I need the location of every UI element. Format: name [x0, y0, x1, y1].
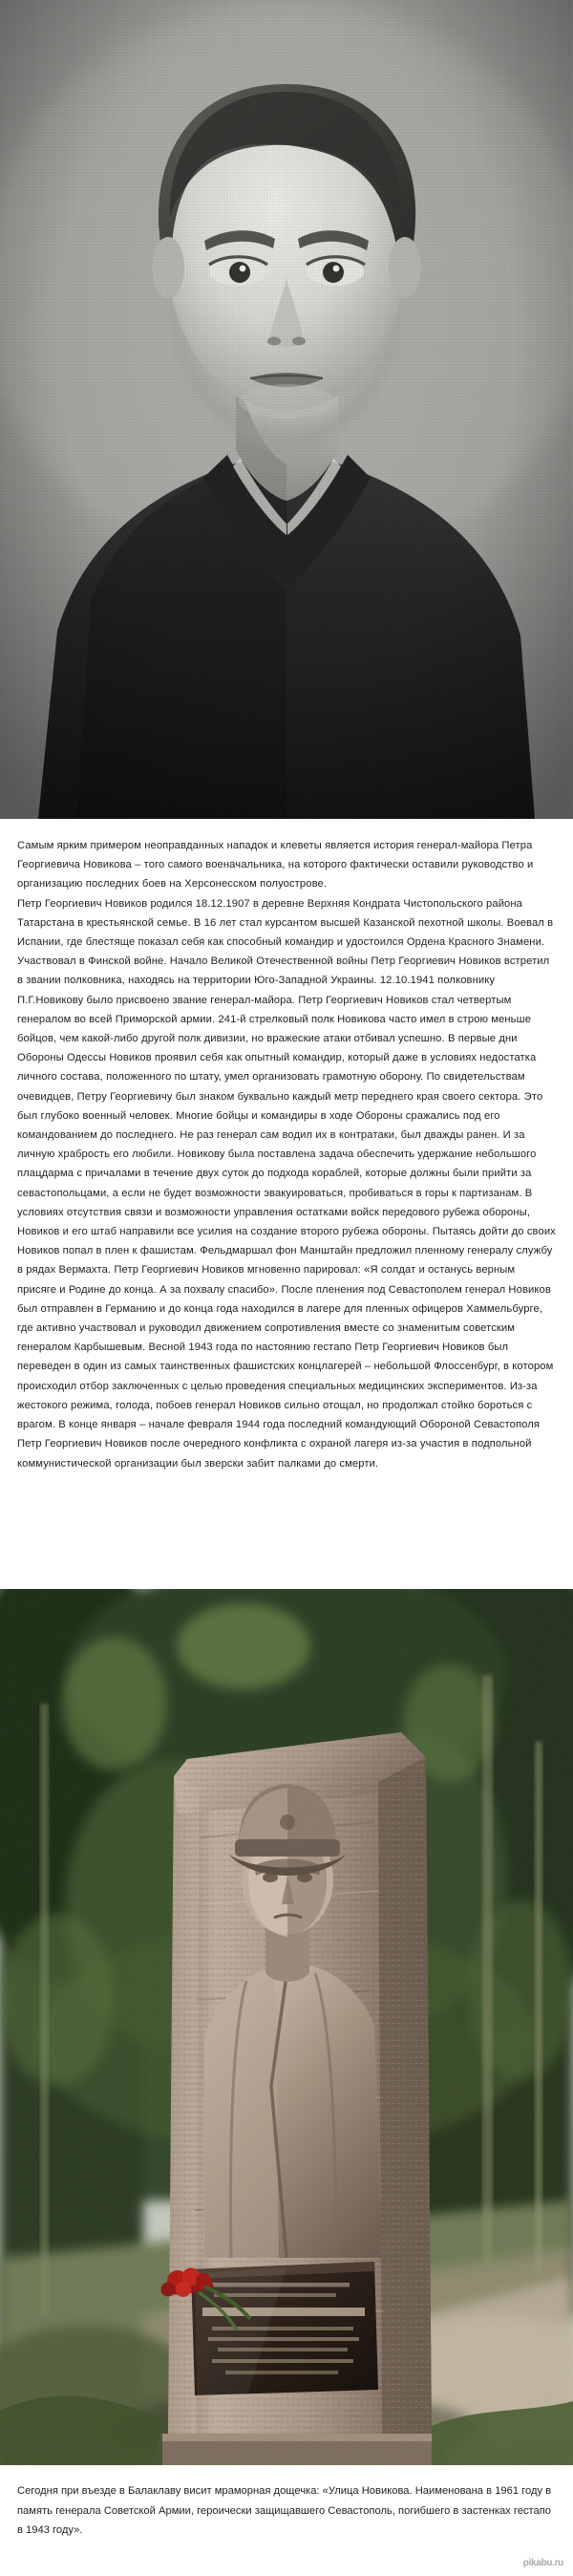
pikabu-watermark: pikabu.ru [522, 2558, 563, 2568]
monument-illustration [0, 1589, 573, 2465]
portrait-illustration [0, 0, 573, 819]
portrait-photo-novikov [0, 0, 573, 819]
caption-text: Сегодня при въезде в Балаклаву висит мраморная дощечка: «Улица Новикова. Наименована в 1961 году в память генерала Советской Армии, героически защищавшего Севастополь, погибшего в застенках гестапо в 1943 году». [17, 2485, 552, 2536]
paragraph: Петр Георгиевич Новиков родился 18.12.1907 в деревне Верхняя Кондрата Чистопольского района Татарстана в крестьянской семье. В 16 лет стал курсантом высшей Казанской пехотной школы. Воевал в Испании, где блестяще показал себя как способный командир и удостоился Ордена Красного Знамени. Участвовал в Финской войне. Начало Великой Отечественной войны Петр Георгиевич Новиков встретил в звании полковника, находясь на территории Юго-Западной Украины. 12.10.1941 полковнику П.Г.Новикову было присвоено звание генерал-майора. Петр Георгиевич Новиков стал четвертым генералом во всей Приморской армии. 241-й стрелковый полк Новикова часто имел в строю меньше бойцов, чем какой-либо другой полк дивизии, но вражеские атаки отбивал успешно. В первые дни Обороны Одессы Новиков проявил себя как опытный командир, который даже в условиях недостатка личного состава, положенного по штату, умел организовать грамотную оборону. По свидетельствам очевидцев, Петру Георгиевичу был знаком буквально каждый метр переднего края своего сектора. Это был глубоко военный человек. Многие бойцы и командиры в ходе Обороны сражались под его командованием до последнего. Не раз генерал сам водил их в контратаки, был дважды ранен. И за личную храбрость его любили. Новикову была поставлена задача обеспечить удержание небольшого плацдарма с причалами в течение двух суток до подхода кораблей, которые должны были прийти за севастопольцами, а если не будет возможности эвакуироваться, пробиваться в горы к партизанам. В условиях отсутствия связи и возможности управления остатками войск передового рубежа обороны, Новиков и его штаб направили все усилия на создание второго рубежа обороны. Пытаясь дойти до своих Новиков попал в плен к фашистам. Фельдмаршал фон Манштайн предложил пленному генералу службу в рядах Вермахта. Петр Георгиевич Новиков мгновенно парировал: «Я солдат и останусь верным присяге и Родине до конца. А за похвалу спасибо». После пленения под Севастополем генерал Новиков был отправлен в Германию и до конца года находился в лагере для пленных офицеров Хаммельбурге, где активно участвовал и руководил движением сопротивления вместе со знаменитым советским генералом Карбышевым. Весной 1943 года по настоянию гестапо Петр Георгиевич Новиков был переведен в один из самых таинственных фашистских концлагерей – небольшой Флоссенбург, в котором происходил отбор заключенных с целью проведения специальных медицинских экспериментов. Из-за жестокого режима, голода, побоев генерал Новиков сильно отощал, но продолжал стойко бороться с врагом. В конце января – начале февраля 1944 года последний командующий Обороной Севастополя Петр Георгиевич Новиков после очередного конфликта с охраной лагеря из-за участия в подпольной коммунистической организации был зверски забит палками до смерти. [17, 897, 556, 1470]
paragraph: Самым ярким примером неоправданных нападок и клеветы является история генерал-майора Петра Георгиевича Новикова – того самого военачальника, на которого фактически оставили руководство и организацию последних боев на Херсонесском полуострове. [17, 840, 534, 891]
monument-caption [0, 2481, 573, 2541]
monument-photo-novikov [0, 1589, 573, 2465]
article-body [0, 836, 573, 1473]
